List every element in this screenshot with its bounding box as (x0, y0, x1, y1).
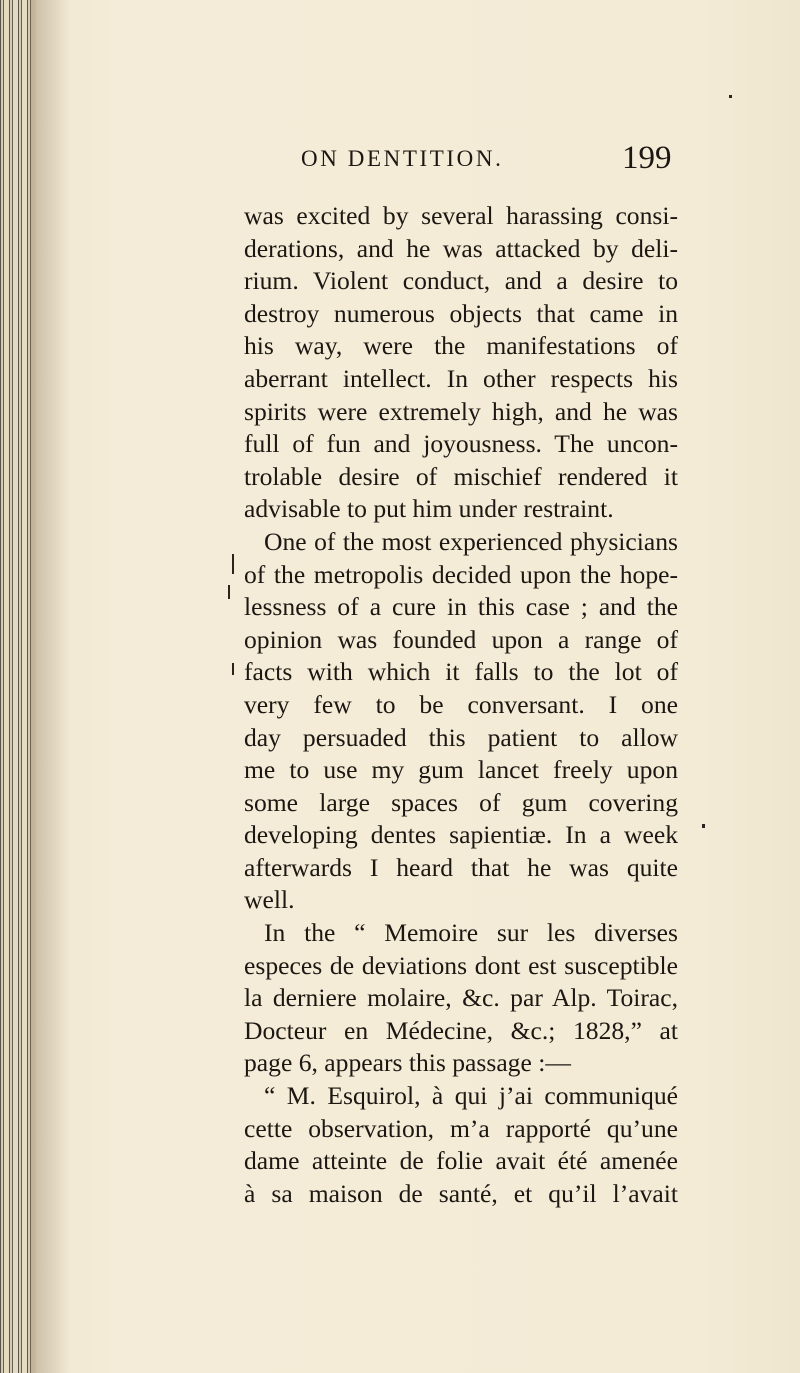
text-line: spirits were extremely high, and he was (244, 396, 678, 426)
text-line: “ M. Esquirol, à qui j’ai communiqué (264, 1081, 678, 1111)
margin-mark (232, 663, 234, 675)
text-line: was excited by several harassing consi- (244, 201, 678, 230)
margin-mark (702, 824, 705, 828)
running-head (0, 140, 800, 180)
text-line: dame atteinte de folie avait été amenée (244, 1146, 678, 1176)
text-line: some large spaces of gum covering (244, 787, 678, 817)
text-line: cette observation, m’a rapporté qu’une (244, 1113, 678, 1143)
margin-mark (228, 585, 230, 599)
text-line: facts with which it falls to the lot of (244, 657, 678, 687)
text-line: developing dentes sapientiæ. In a week (244, 820, 678, 850)
text-line: derations, and he was attacked by deli- (244, 233, 678, 263)
text-line: very few to be conversant. I one (244, 689, 678, 719)
margin-mark (729, 95, 732, 98)
text-line: trolable desire of mischief rendered it (244, 461, 678, 491)
text-line: page 6, appears this passage :— (244, 1048, 571, 1078)
text-line: especes de deviations dont est susceptible (244, 950, 678, 980)
text-line: of the metropolis decided upon the hope- (244, 559, 678, 589)
text-line: destroy numerous objects that came in (244, 298, 678, 328)
text-line: advisable to put him under restraint. (244, 494, 614, 524)
text-line: In the “ Memoire sur les diverses (264, 918, 678, 948)
text-line: rium. Violent conduct, and a desire to (244, 266, 678, 296)
text-line: opinion was founded upon a range of (244, 624, 678, 654)
running-head-title: ON DENTITION. (301, 146, 504, 171)
text-line: One of the most experienced physicians (264, 526, 678, 556)
text-line: full of fun and joyousness. The uncon- (244, 429, 678, 459)
text-line: his way, were the manifestations of (244, 331, 678, 361)
body-text (244, 200, 678, 1210)
text-line: day persuaded this patient to allow (244, 722, 678, 752)
text-line: à sa maison de santé, et qu’il l’avait (244, 1178, 678, 1208)
text-line: aberrant intellect. In other respects his (244, 363, 678, 393)
text-line: me to use my gum lancet freely upon (244, 755, 678, 785)
gutter-shadow (30, 0, 70, 1373)
text-line: well. (244, 885, 295, 915)
text-line: afterwards I heard that he was quite (244, 852, 678, 882)
page-number: 199 (622, 140, 672, 176)
text-line: lessness of a cure in this case ; and the (244, 592, 678, 622)
text-line: Docteur en Médecine, &c.; 1828,” at (244, 1015, 678, 1045)
text-line: la derniere molaire, &c. par Alp. Toirac, (244, 983, 678, 1013)
margin-mark (232, 554, 234, 574)
